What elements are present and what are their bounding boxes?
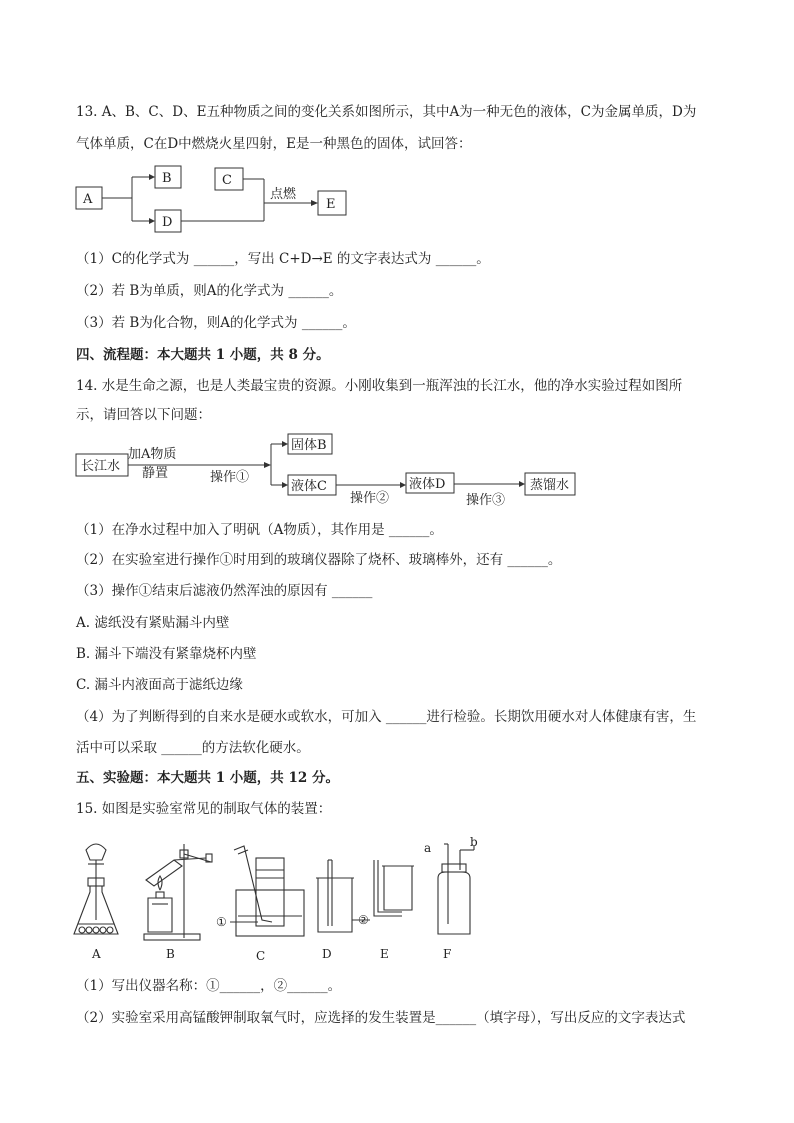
q14-sub1: （1）在净水过程中加入了明矾（A物质），其作用是 ______。 (76, 522, 443, 538)
q14-option-b: B. 漏斗下端没有紧靠烧杯内壁 (76, 646, 257, 662)
label-settle: 静置 (142, 466, 169, 481)
label-apparatus-e: E (380, 947, 389, 961)
q14-intro-line2: 示，请回答以下问题： (76, 407, 211, 423)
marker-1: ① (216, 915, 227, 929)
q14-sub4-line2: 活中可以采取 ______的方法软化硬水。 (76, 740, 310, 756)
q14-sub2: （2）在实验室进行操作①时用到的玻璃仪器除了烧杯、玻璃棒外，还有 ______。 (76, 552, 562, 568)
q13-intro-line1: 13. A、B、C、D、E五种物质之间的变化关系如图所示，其中A为一种无色的液体，C为金属单质，D为 (76, 104, 697, 120)
label-ignite: 点燃 (270, 187, 297, 202)
apparatus-f (438, 844, 474, 934)
label-a: A (83, 192, 93, 207)
label-apparatus-b: B (166, 947, 175, 961)
q14-option-c: C. 漏斗内液面高于滤纸边缘 (76, 677, 243, 693)
label-op2: 操作② (350, 491, 390, 506)
q14-intro-line1: 14. 水是生命之源，也是人类最宝贵的资源。小刚收集到一瓶浑浊的长江水，他的净水实验过程如图所 (76, 378, 683, 394)
marker-2: ② (358, 913, 369, 927)
q15-sub1: （1）写出仪器名称：①______，②______。 (76, 978, 342, 994)
label-c: C (222, 173, 232, 188)
label-apparatus-f: F (443, 947, 452, 961)
section4-heading: 四、流程题：本大题共 1 小题，共 8 分。 (76, 347, 330, 363)
label-op1: 操作① (210, 470, 250, 485)
label-add-a: 加A物质 (128, 447, 177, 462)
label-solid-b: 固体B (291, 438, 327, 453)
label-liquid-c: 液体C (291, 479, 327, 494)
label-op3: 操作③ (466, 493, 506, 508)
label-d: D (162, 215, 173, 230)
apparatus-d (316, 860, 354, 932)
label-apparatus-a: A (92, 947, 101, 961)
q13-reaction-diagram (70, 160, 360, 235)
q14-sub3: （3）操作①结束后滤液仍然浑浊的原因有 ______ (76, 583, 373, 599)
label-apparatus-d: D (322, 947, 332, 961)
label-liquid-d: 液体D (409, 477, 446, 492)
q13-sub1: （1）C的化学式为 ______，写出 C+D→E 的文字表达式为 ______。 (76, 251, 490, 267)
q15-intro: 15. 如图是实验室常见的制取气体的装置： (76, 801, 332, 817)
q14-sub4-line1: （4）为了判断得到的自来水是硬水或软水，可加入 ______进行检验。长期饮用硬水对人体健康有害，生 (76, 709, 697, 725)
apparatus-a (74, 844, 118, 934)
q13-sub2: （2）若 B为单质，则A的化学式为 ______。 (76, 283, 343, 299)
q13-intro-line2: 气体单质，C在D中燃烧火星四射，E是一种黑色的固体，试回答： (76, 136, 472, 152)
port-a: a (424, 841, 432, 855)
apparatus-b (144, 844, 212, 940)
q14-flow-diagram (70, 430, 590, 512)
q15-apparatus-figure (66, 830, 506, 968)
q14-option-a: A. 滤纸没有紧贴漏斗内壁 (76, 615, 230, 631)
label-apparatus-c: C (256, 949, 266, 963)
label-e: E (326, 197, 336, 212)
apparatus-e (374, 860, 414, 916)
label-yangtze: 长江水 (81, 459, 121, 474)
port-b: b (470, 835, 478, 849)
q13-sub3: （3）若 B为化合物，则A的化学式为 ______。 (76, 315, 356, 331)
label-distilled: 蒸馏水 (530, 478, 570, 493)
section5-heading: 五、实验题：本大题共 1 小题，共 12 分。 (76, 770, 339, 786)
label-b: B (162, 171, 172, 186)
q15-sub2: （2）实验室采用高锰酸钾制取氧气时，应选择的发生装置是______（填字母），写出反应的文字表达式 (76, 1010, 686, 1026)
